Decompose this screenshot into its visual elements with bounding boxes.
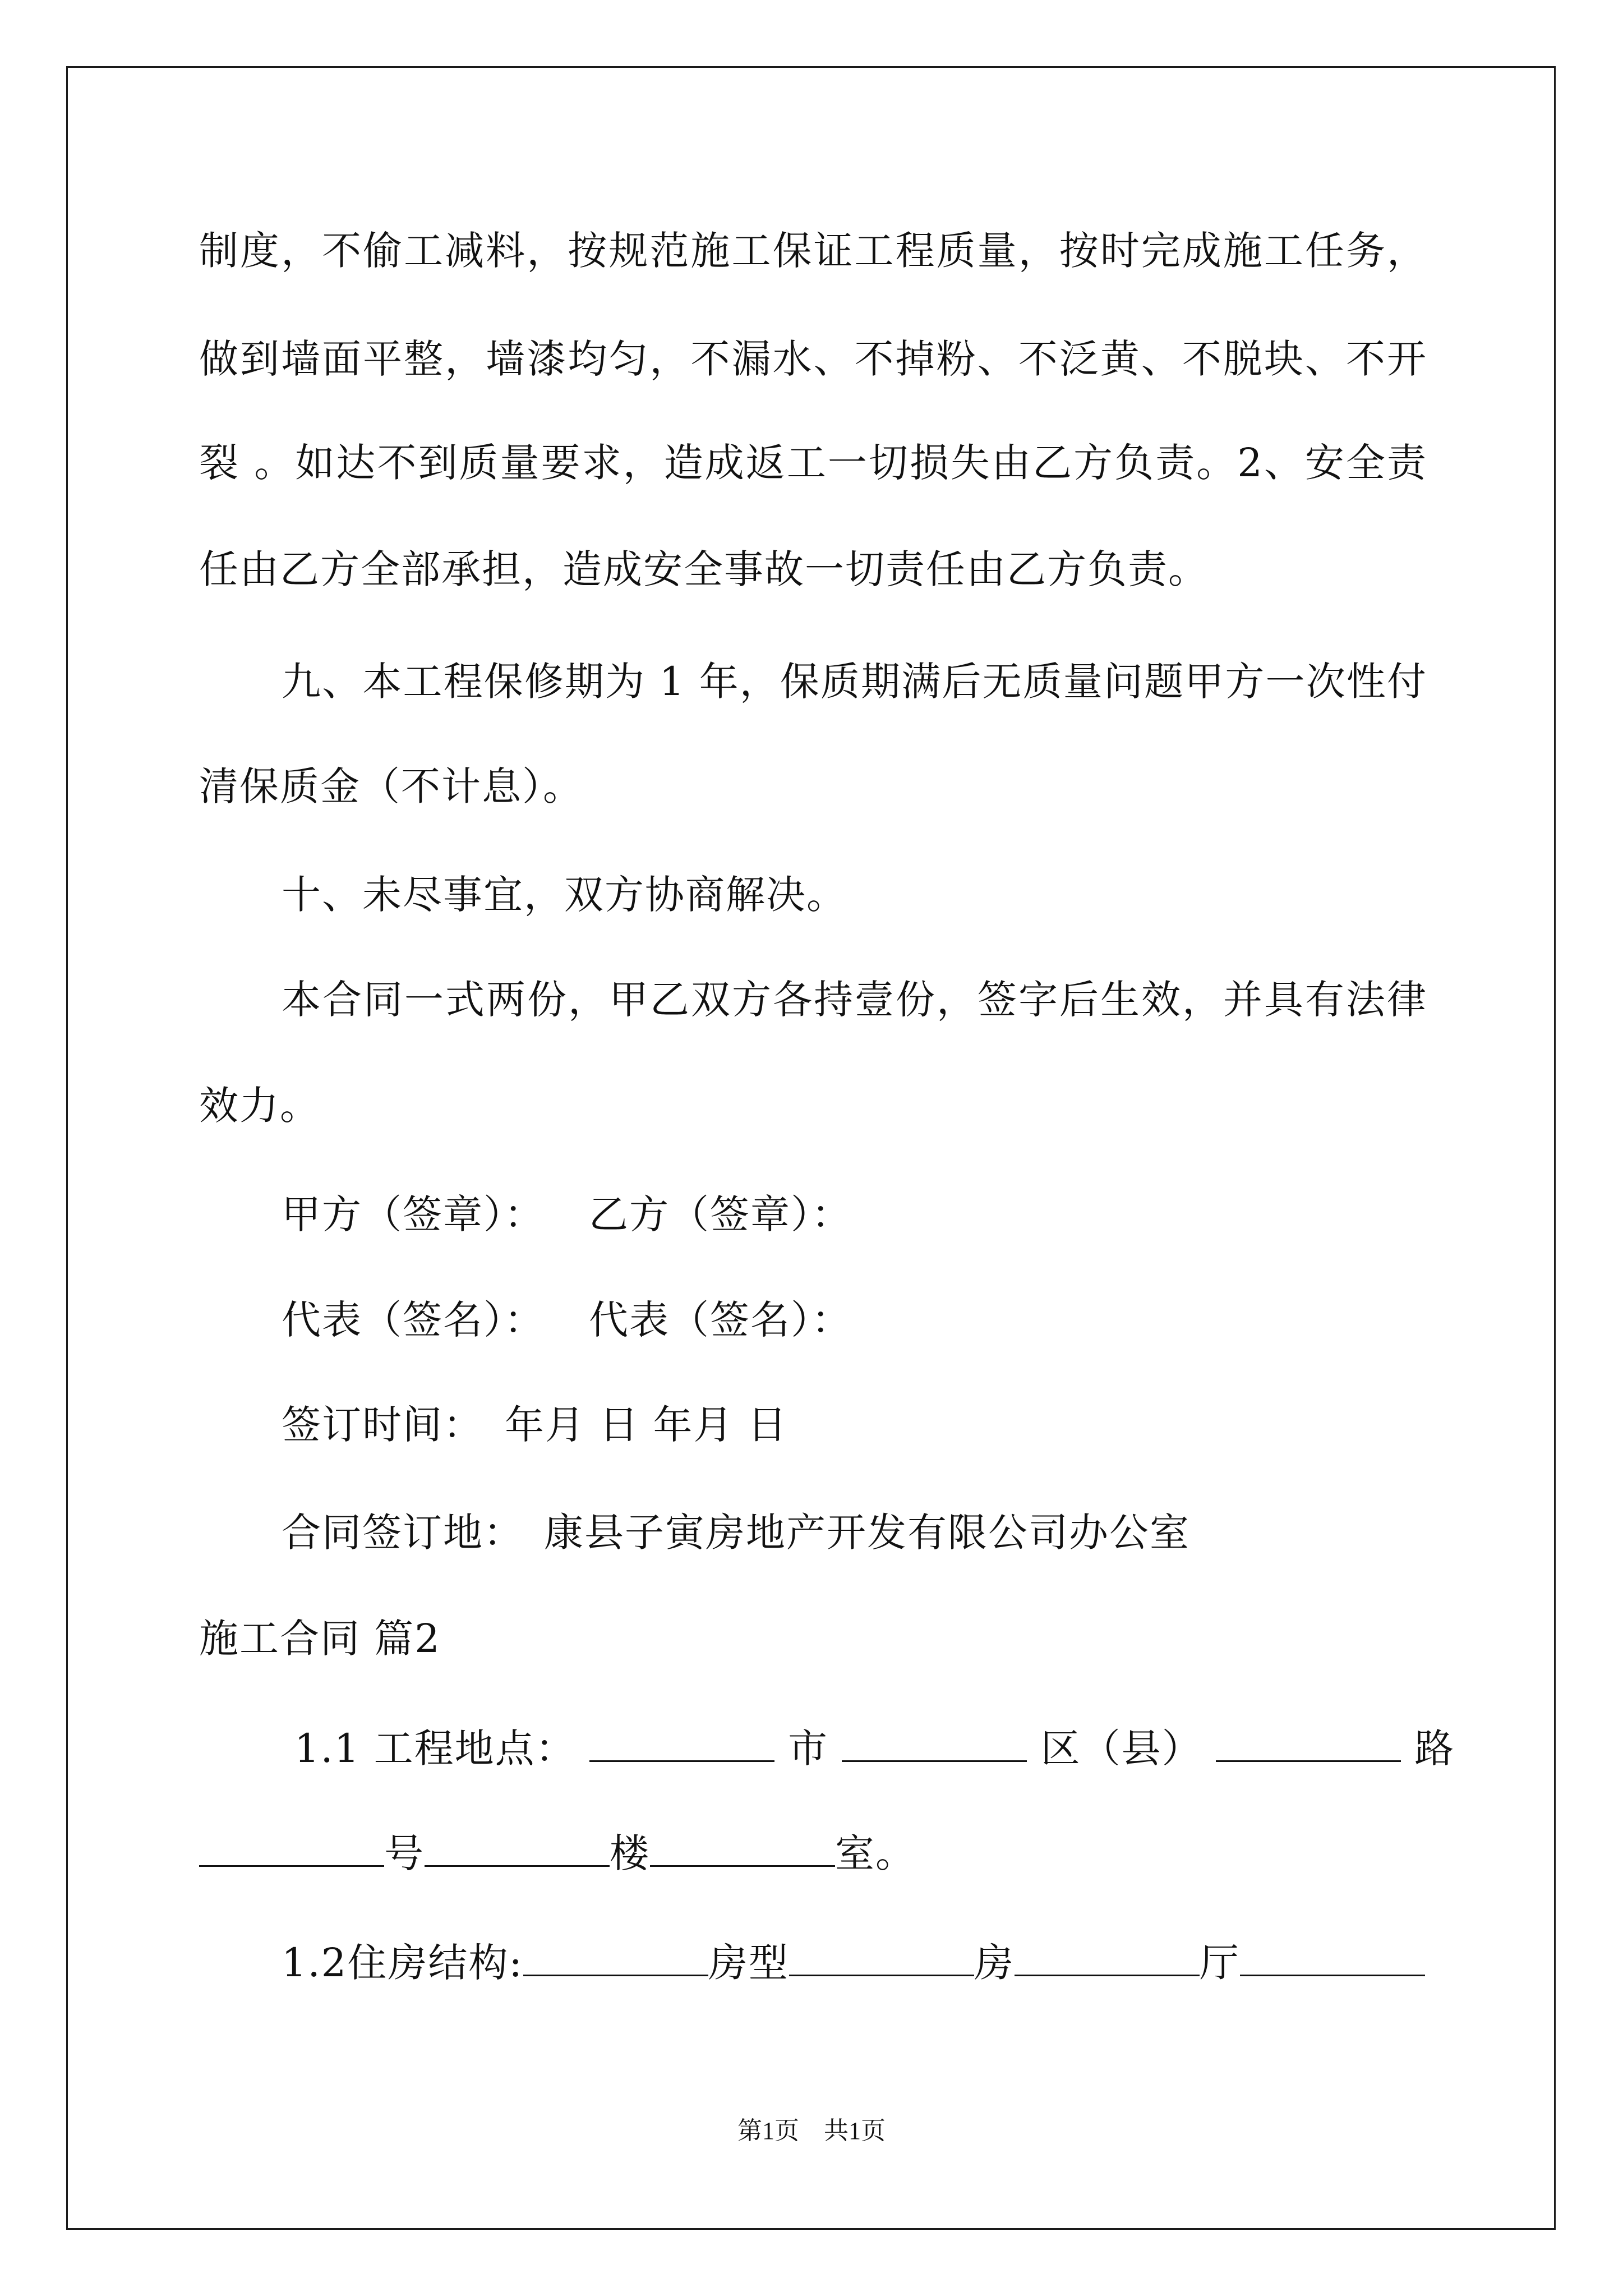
item-1-2-label: 1.2住房结构: — [282, 1940, 523, 1986]
paragraph-copies-line-2: 效力。 — [199, 1083, 320, 1129]
sign-place-label: 合同签订地： — [282, 1510, 524, 1556]
item-1-2-rooms: 房 — [974, 1940, 1015, 1986]
paragraph-10: 十、未尽事宜，双方协商解决。 — [282, 872, 847, 918]
item-1-2-halls: 厅 — [1199, 1940, 1240, 1986]
paragraph-8-line-4: 任由乙方全部承担，造成安全事故一切责任由乙方负责。 — [199, 546, 1209, 592]
rooms-blank — [1015, 1941, 1200, 1976]
paragraph-8-line-3: 裂 。如达不到质量要求，造成返工一切损失由乙方负责。2、安全责 — [199, 440, 1427, 486]
building-blank — [425, 1832, 610, 1867]
type-blank — [789, 1941, 974, 1976]
item-1-1-building: 楼 — [610, 1830, 650, 1876]
sign-date-label: 签订时间： — [282, 1402, 483, 1448]
item-1-1-line-2 — [199, 1830, 916, 1876]
page-number-total: 共1页 — [824, 2117, 886, 2145]
district-blank — [842, 1727, 1027, 1762]
item-1-1-district: 区（县） — [1040, 1726, 1202, 1772]
city-blank — [589, 1727, 774, 1762]
halls-blank — [1240, 1941, 1425, 1976]
item-1-2-line — [282, 1940, 1425, 1986]
sign-date-value: 年月 日 年月 日 — [505, 1402, 788, 1448]
item-1-1-road: 路 — [1414, 1726, 1455, 1772]
paragraph-8-line-1: 制度，不偷工减料，按规范施工保证工程质量，按时完成施工任务， — [199, 228, 1427, 274]
structure-blank — [523, 1941, 708, 1976]
party-a-rep-label: 代表（签名）： — [282, 1297, 545, 1343]
item-1-1-city: 市 — [788, 1726, 829, 1772]
room-blank — [650, 1832, 835, 1867]
section-2-title: 施工合同 篇2 — [199, 1616, 441, 1662]
paragraph-8-line-2: 做到墙面平整，墙漆均匀，不漏水、不掉粉、不泛黄、不脱块、不开 — [199, 336, 1427, 382]
party-b-rep-label: 代表（签名）： — [589, 1297, 852, 1343]
page-number-current: 第1页 — [737, 2117, 799, 2145]
paragraph-9-line-1: 九、本工程保修期为 1 年，保质期满后无质量问题甲方一次性付 — [282, 659, 1427, 705]
page-footer — [0, 2119, 1623, 2143]
party-b-seal-label: 乙方（签章）： — [589, 1191, 852, 1237]
number-blank — [199, 1832, 384, 1867]
item-1-1-label: 1.1 工程地点： — [294, 1726, 576, 1772]
item-1-1-number: 号 — [384, 1830, 425, 1876]
paragraph-copies-line-1: 本合同一式两份，甲乙双方各持壹份，签字后生效，并具有法律 — [282, 977, 1427, 1023]
party-a-seal-label: 甲方（签章）： — [282, 1191, 545, 1237]
page-border — [66, 66, 1556, 2230]
item-1-1-line-1 — [294, 1726, 1455, 1772]
sign-place-value: 康县子寅房地产开发有限公司办公室 — [544, 1510, 1190, 1556]
item-1-2-type: 房型 — [708, 1940, 789, 1986]
item-1-1-room: 室。 — [835, 1830, 916, 1876]
paragraph-9-line-2: 清保质金（不计息）。 — [199, 763, 583, 809]
road-blank — [1216, 1727, 1401, 1762]
